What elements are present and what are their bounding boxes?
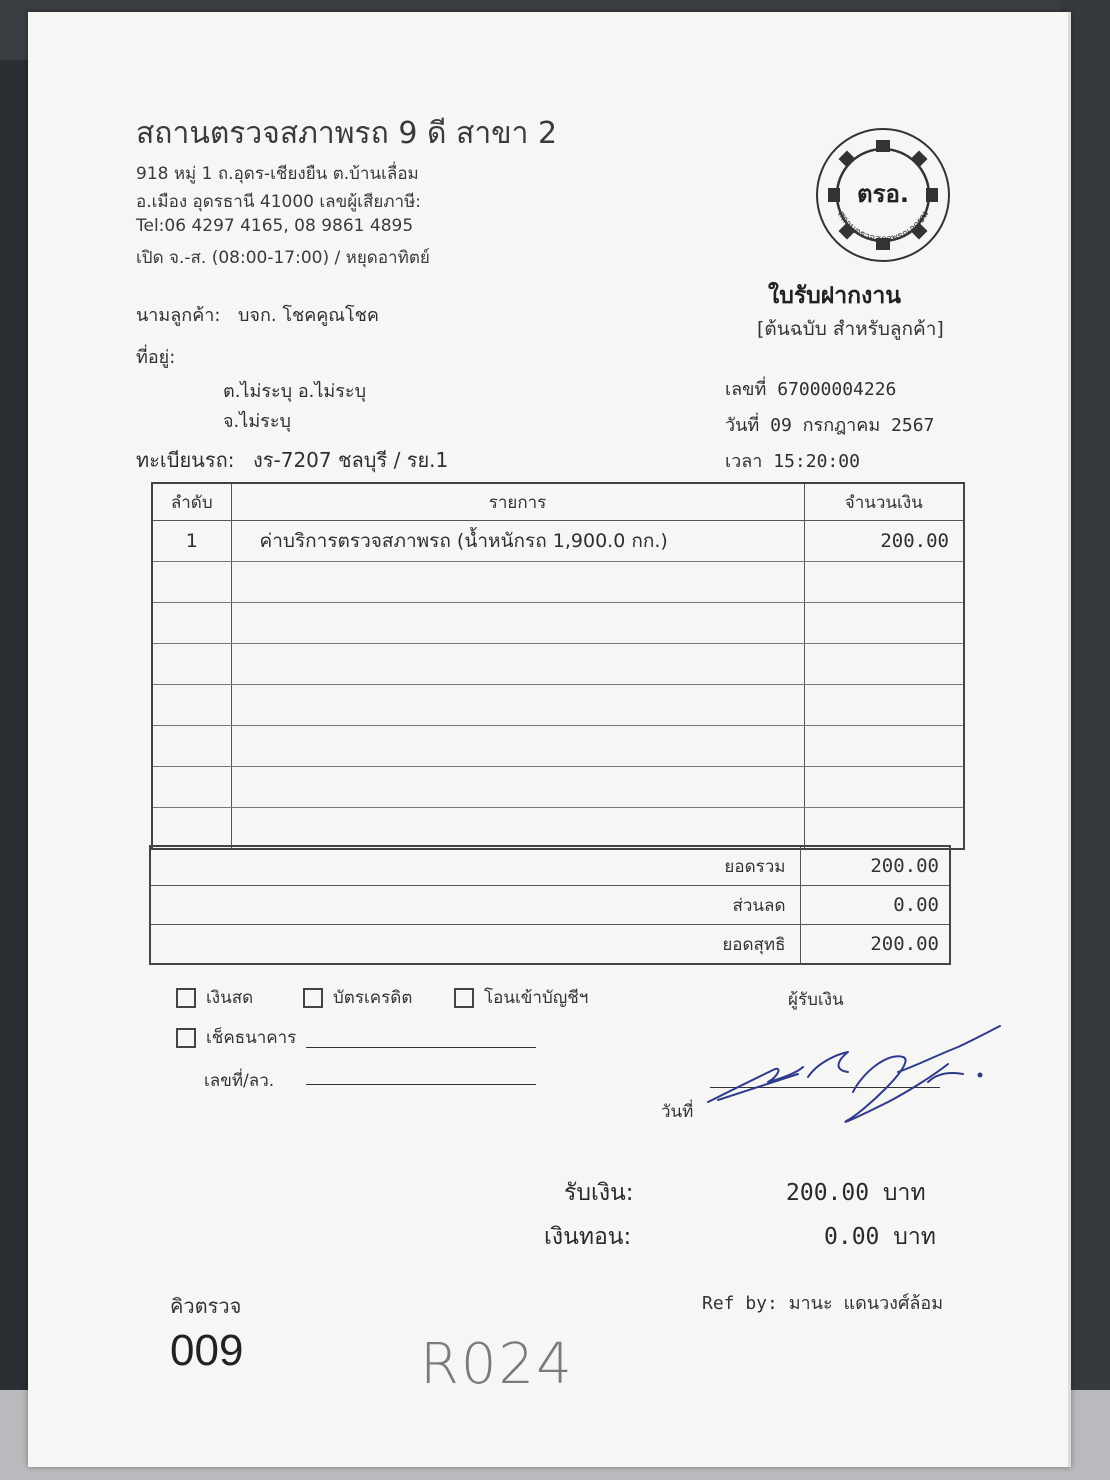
cheque-bank-line (306, 1047, 536, 1048)
change-amount: 0.00 บาท (824, 1224, 936, 1250)
change-label: เงินทอน: (544, 1224, 632, 1250)
payment-credit-card[interactable] (303, 984, 412, 1011)
company-address-line2: อ.เมือง อุดรธานี 41000 เลขผู้เสียภาษี: (136, 192, 421, 212)
header-description: รายการ (231, 483, 804, 521)
receipt-paper (28, 12, 1071, 1467)
document-time: เวลา 15:20:00 (725, 451, 860, 472)
discount-label: ส่วนลด (150, 886, 800, 925)
net-amount: 200.00 (800, 925, 950, 965)
net-row (150, 925, 950, 965)
customer-address-line2: จ.ไม่ระบุ (223, 411, 291, 432)
company-phone: Tel:06 4297 4165, 08 9861 4895 (136, 216, 414, 236)
handwritten-code: R024 (420, 1332, 574, 1397)
logo-text: ตรอ. (856, 180, 910, 208)
customer-address-label: ที่อยู่: (136, 347, 176, 368)
table-row (152, 521, 964, 562)
header-no: ลำดับ (152, 483, 231, 521)
row-amount: 200.00 (804, 521, 964, 562)
credit-card-checkbox[interactable] (303, 988, 323, 1008)
discount-amount: 0.00 (800, 886, 950, 925)
queue-number: 009 (170, 1326, 244, 1375)
customer-name: บจก. โชคคูณโชค (238, 305, 379, 326)
cash-label: เงินสด (206, 988, 254, 1008)
table-row-empty (152, 562, 964, 603)
company-logo (812, 124, 954, 266)
payment-cheque[interactable] (176, 1024, 296, 1051)
table-row-empty (152, 685, 964, 726)
cash-checkbox[interactable] (176, 988, 196, 1008)
receiver-label: ผู้รับเงิน (788, 990, 844, 1010)
net-label: ยอดสุทธิ (150, 925, 800, 965)
payment-transfer[interactable] (454, 984, 588, 1011)
payment-cash[interactable] (176, 984, 253, 1011)
transfer-label: โอนเข้าบัญชีฯ (484, 988, 589, 1008)
plate-number: งร-7207 ชลบุรี / รย.1 (253, 448, 449, 472)
document-date: วันที่ 09 กรกฎาคม 2567 (725, 415, 935, 436)
cheque-number-line (306, 1084, 536, 1085)
queue-label: คิวตรวจ (170, 1294, 242, 1318)
cheque-label: เช็คธนาคาร (206, 1028, 297, 1048)
cheque-checkbox[interactable] (176, 1028, 196, 1048)
header-amount: จำนวนเงิน (804, 483, 964, 521)
transfer-checkbox[interactable] (454, 988, 474, 1008)
company-hours: เปิด จ.-ส. (08:00-17:00) / หยุดอาทิตย์ (136, 248, 430, 268)
table-row-empty (152, 808, 964, 850)
received-label: รับเงิน: (564, 1180, 634, 1206)
subtotal-label: ยอดรวม (150, 846, 800, 886)
table-row-empty (152, 767, 964, 808)
table-row-empty (152, 644, 964, 685)
received-amount: 200.00 บาท (786, 1180, 926, 1206)
plate-label: ทะเบียนรถ: (136, 448, 235, 472)
document-number: เลขที่ 67000004226 (725, 379, 897, 400)
table-header-row (152, 483, 964, 521)
row-no: 1 (152, 521, 231, 562)
cheque-number-label: เลขที่/ลว. (204, 1071, 275, 1091)
discount-row (150, 886, 950, 925)
copy-label: [ต้นฉบับ สำหรับลูกค้า] (757, 318, 944, 340)
customer-address-line1: ต.ไม่ระบุ อ.ไม่ระบุ (223, 381, 367, 402)
logo-ring-text: สถานตรวจสภาพรถเอกชน (834, 209, 932, 246)
totals-table (149, 845, 951, 965)
subtotal-amount: 200.00 (800, 846, 950, 886)
receiver-signature (688, 1012, 1008, 1132)
credit-card-label: บัตรเครดิต (333, 988, 413, 1008)
signature-date-label: วันที่ (661, 1102, 694, 1122)
table-row-empty (152, 603, 964, 644)
customer-name-label: นามลูกค้า: (136, 305, 221, 326)
row-description: ค่าบริการตรวจสภาพรถ (น้ำหนักรถ 1,900.0 กก.) (231, 521, 804, 562)
company-address-line1: 918 หมู่ 1 ถ.อุดร-เชียงยืน ต.บ้านเลื่อม (136, 164, 419, 184)
subtotal-row (150, 846, 950, 886)
ref-by: Ref by: มานะ แดนวงศ์ล้อม (702, 1293, 944, 1314)
company-name: สถานตรวจสภาพรถ 9 ดี สาขา 2 (136, 116, 558, 151)
items-table (151, 482, 965, 850)
table-row-empty (152, 726, 964, 767)
document-title: ใบรับฝากงาน (768, 283, 901, 309)
